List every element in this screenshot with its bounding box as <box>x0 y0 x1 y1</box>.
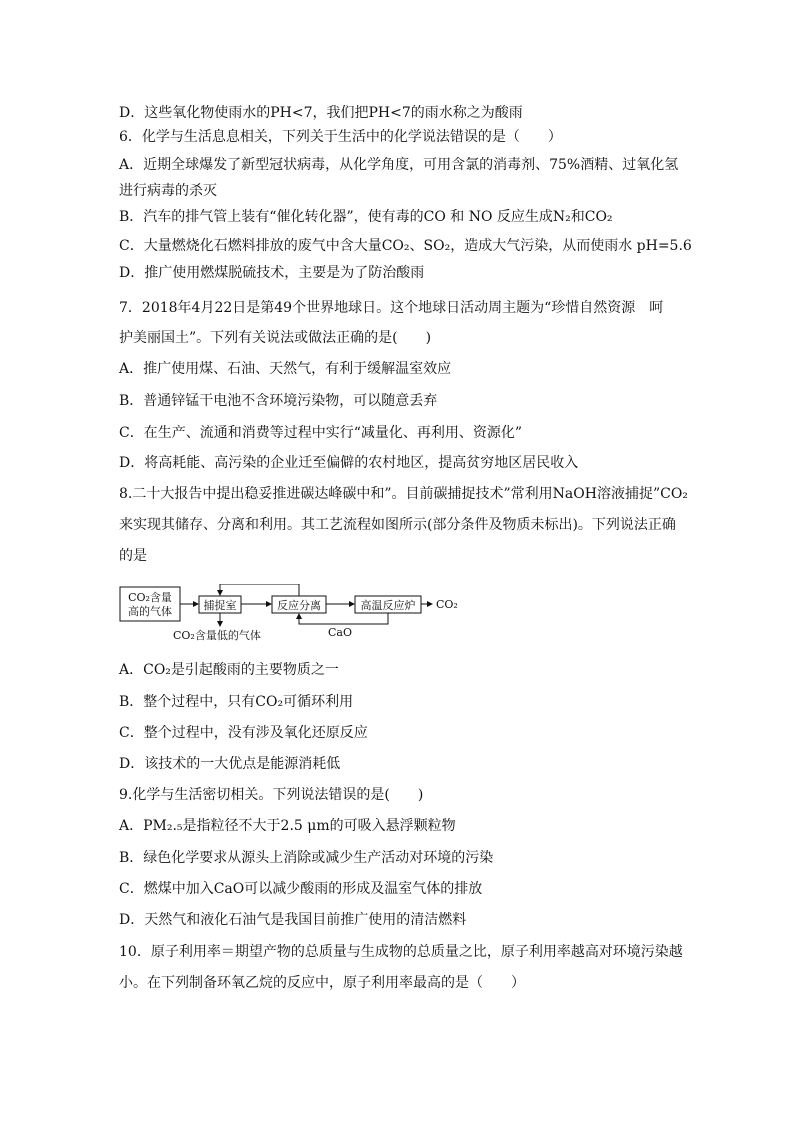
question-7-stem: 7．2018年4月22日是第49个世界地球日。这个地球日活动周主题为“珍惜自然资源 呵 <box>119 300 664 316</box>
text-line: D．这些氧化物使雨水的PH<7，我们把PH<7的雨水称之为酸雨 <box>119 105 523 121</box>
question-8-option-a: A．CO₂是引起酸雨的主要物质之一 <box>119 662 339 678</box>
question-6-stem: 6．化学与生活息息相关，下列关于生活中的化学说法错误的是（ ） <box>119 129 562 145</box>
question-10-stem: 10．原子利用率＝期望产物的总质量与生成物的总质量之比，原子利用率越高对环境污染越 <box>119 944 683 960</box>
output-co2-label: CO₂ <box>436 598 458 611</box>
question-6-option-a-cont: 进行病毒的杀灭 <box>119 183 217 199</box>
question-6-option-a: A．近期全球爆发了新型冠状病毒，从化学角度，可用含氯的消毒剂、75%酒精、过氧化氢 <box>119 157 679 173</box>
process-flow-diagram <box>118 584 478 644</box>
question-9-option-a: A．PM₂.₅是指粒径不大于2.5 μm的可吸入悬浮颗粒物 <box>119 818 456 834</box>
question-7-option-a: A．推广使用煤、石油、天然气，有利于缓解温室效应 <box>119 361 452 377</box>
question-9-stem: 9.化学与生活密切相关。下列说法错误的是( ) <box>119 787 424 803</box>
question-8-option-c: C．整个过程中，没有涉及氧化还原反应 <box>119 725 368 741</box>
question-7-option-c: C．在生产、流通和消费等过程中实行“减量化、再利用、资源化” <box>119 425 523 441</box>
question-7-stem-cont: 护美丽国土”。下列有关说法或做法正确的是( ) <box>119 330 432 346</box>
question-7-option-b: B．普通锌锰干电池不含环境污染物，可以随意丢弃 <box>119 393 438 409</box>
high-temp-furnace-label: 高温反应炉 <box>360 599 416 612</box>
question-7-option-d: D．将高耗能、高污染的企业迁至偏僻的农村地区，提高贫穷地区居民收入 <box>119 455 579 471</box>
question-8-option-d: D．该技术的一大优点是能源消耗低 <box>119 756 341 772</box>
question-10-stem-cont: 小。在下列制备环氧乙烷的反应中，原子利用率最高的是（ ） <box>119 975 525 991</box>
low-co2-gas-label: CO₂含量低的气体 <box>173 629 261 642</box>
question-9-option-d: D．天然气和液化石油气是我国目前推广使用的清洁燃料 <box>119 912 467 928</box>
capture-room-label: 捕捉室 <box>203 599 237 612</box>
question-8-option-b: B．整个过程中，只有CO₂可循环利用 <box>119 694 354 710</box>
question-8-stem-cont: 来实现其储存、分离和利用。其工艺流程如图所示(部分条件及物质未标出)。下列说法正确 <box>119 517 676 533</box>
question-8-stem: 8.二十大报告中提出稳妥推进碳达峰碳中和”。目前碳捕捉技术”常利用NaOH溶液捕捉”CO₂ <box>119 486 688 502</box>
question-9-option-c: C．燃煤中加入CaO可以减少酸雨的形成及温室气体的排放 <box>119 881 483 897</box>
question-6-option-b: B．汽车的排气管上装有“催化转化器”，使有毒的CO 和 NO 反应生成N₂和CO₂ <box>119 209 613 225</box>
question-6-option-d: D．推广使用燃煤脱硫技术，主要是为了防治酸雨 <box>119 265 425 281</box>
input-gas-label-1: CO₂含量 <box>128 591 172 604</box>
input-gas-label-2: 高的气体 <box>128 605 172 618</box>
reaction-separation-label: 反应分离 <box>277 599 321 612</box>
flow-svg <box>118 584 478 644</box>
question-6-option-c: C．大量燃烧化石燃料排放的废气中含大量CO₂、SO₂，造成大气污染，从而使雨水 pH=5.6 <box>119 238 692 254</box>
question-9-option-b: B．绿色化学要求从源头上消除或减少生产活动对环境的污染 <box>119 850 494 866</box>
recycle-cao-label: CaO <box>328 626 352 639</box>
question-8-stem-end: 的是 <box>119 548 147 564</box>
